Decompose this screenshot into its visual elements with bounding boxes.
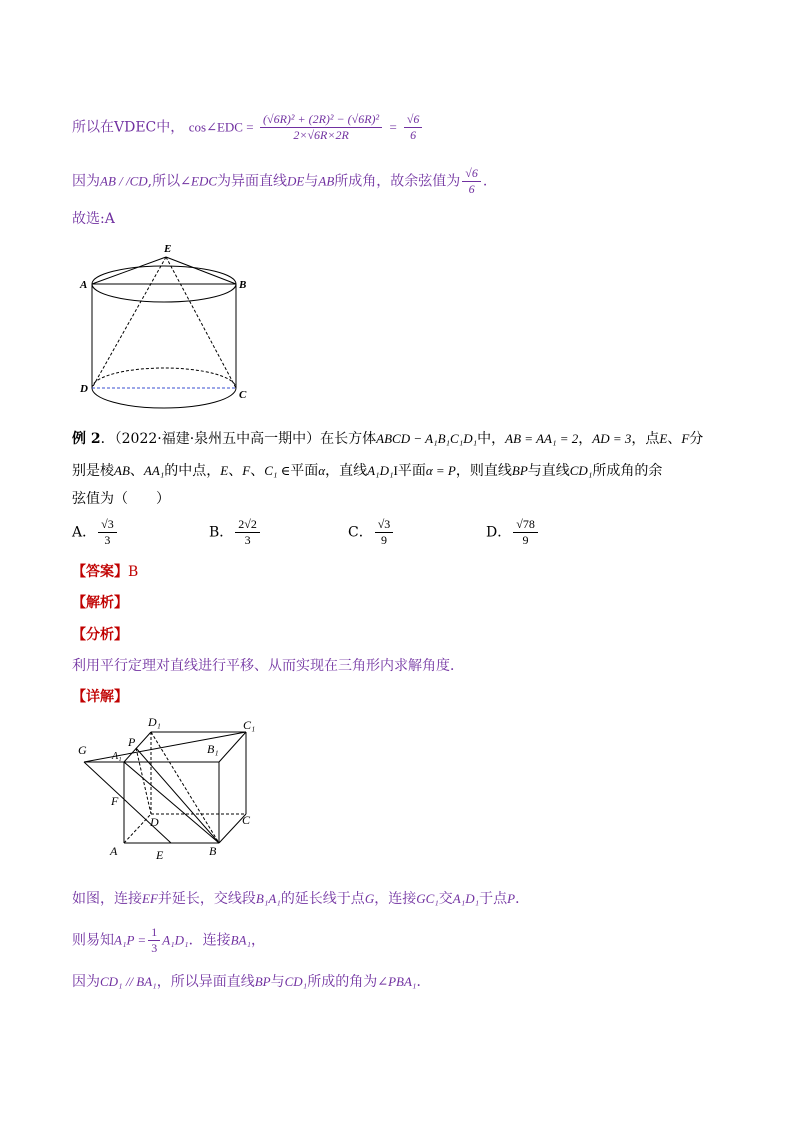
label-A: A <box>80 279 88 291</box>
option-B[interactable]: B． $\frac{2√2}{3}$ <box>209 517 262 548</box>
example-2-line-2: 别是棱AB、AA₁的中点，E、F、C₁ ∈平面α，直线A₁D₁I平面α = P，则直线BP与直线CD₁所成角的余 <box>72 463 663 479</box>
segment-PD <box>136 748 151 814</box>
example-2-line-3: 弦值为（ ） <box>72 491 170 507</box>
segment-ED <box>92 257 166 388</box>
edge-AD <box>124 814 151 843</box>
segment-A1B <box>124 762 219 843</box>
label-F: F <box>111 794 119 808</box>
fraction-main: $\frac{\text{(√6R)² + (2R)² − (√6R)²}}{2\times√6R\times 2R}$ <box>260 112 382 143</box>
label-A: A <box>110 844 118 858</box>
label-E: E <box>164 243 172 255</box>
example-label: 例 2 <box>72 431 101 447</box>
cylinder-figure <box>78 240 258 415</box>
segment-EB <box>166 257 236 284</box>
reason-line: 因为AB / /CD,所以∠EDC为异面直线DE与AB所成角，故余弦值为 $\frac{√6}{6}$ . <box>72 166 488 196</box>
segment-EA <box>92 257 166 284</box>
example-2-line-1: 例 2．（2022·福建·泉州五中高一期中）在长方体ABCD − A₁B₁C₁D₁中，AB = AA₁ = 2，AD = 3，点E、F分 <box>72 431 704 447</box>
cuboid-figure <box>76 712 266 864</box>
label-G: G <box>78 743 87 757</box>
detail-tag: 【详解】 <box>72 689 128 705</box>
label-B1: B₁ <box>207 742 219 756</box>
label-D: D <box>150 815 159 829</box>
detail-para-2: 则易知A₁P = $\frac{1}{3}$ A₁D₁．连接BA₁， <box>72 925 265 955</box>
segment-GE <box>84 762 171 843</box>
answer-line <box>72 561 138 581</box>
fraction-result: $\frac{√6}{6}$ <box>404 112 423 143</box>
label-E: E <box>156 848 164 862</box>
answer-value: B <box>128 564 139 580</box>
option-D[interactable]: D． $\frac{√78}{9}$ <box>486 517 540 548</box>
option-A[interactable]: A． $\frac{√3}{3}$ <box>72 517 119 548</box>
option-C[interactable]: C． $\frac{√3}{9}$ <box>348 517 395 548</box>
label-C1: C₁ <box>243 718 256 732</box>
segment-GC1 <box>84 732 246 762</box>
label-D: D <box>80 383 88 395</box>
cylinder-bottom-front <box>92 388 236 408</box>
cylinder-bottom-back <box>92 368 236 388</box>
choice-line: 故选:A <box>72 211 115 227</box>
label-A1: A₁ <box>112 751 122 762</box>
label-B: B <box>239 279 247 291</box>
answer-tag: 【答案】 <box>72 564 128 580</box>
label-C: C <box>239 389 247 401</box>
fenxi-tag: 【分析】 <box>72 627 128 643</box>
detail-para-3: 因为CD₁ // BA₁，所以异面直线BP与CD₁所成的角为∠PBA₁． <box>72 974 431 990</box>
math-cos: cos∠EDC = <box>188 119 254 135</box>
detail-para-1: 如图，连接EF并延长，交线段B₁A₁的延长线于点G，连接GC₁交A₁D₁于点P． <box>72 891 530 907</box>
text-segment: 所以在VDEC中， <box>72 119 185 136</box>
fenxi-text: 利用平行定理对直线进行平移、从而实现在三角形内求解角度． <box>72 658 464 674</box>
label-C: C <box>242 813 251 827</box>
label-B: B <box>209 844 217 858</box>
label-D1: D₁ <box>148 715 161 729</box>
fraction-cosine: $\frac{√6}{6}$ <box>462 166 481 197</box>
label-P: P <box>128 735 136 749</box>
analysis-tag: 【解析】 <box>72 595 128 611</box>
formula-line-1: 所以在VDEC中， cos∠EDC = $\frac{\text{(√6R)² + (2R)² − (√6R)²}}{2\times√6R\times 2R}$ = $\frac{√6}{6}$ <box>72 112 424 143</box>
